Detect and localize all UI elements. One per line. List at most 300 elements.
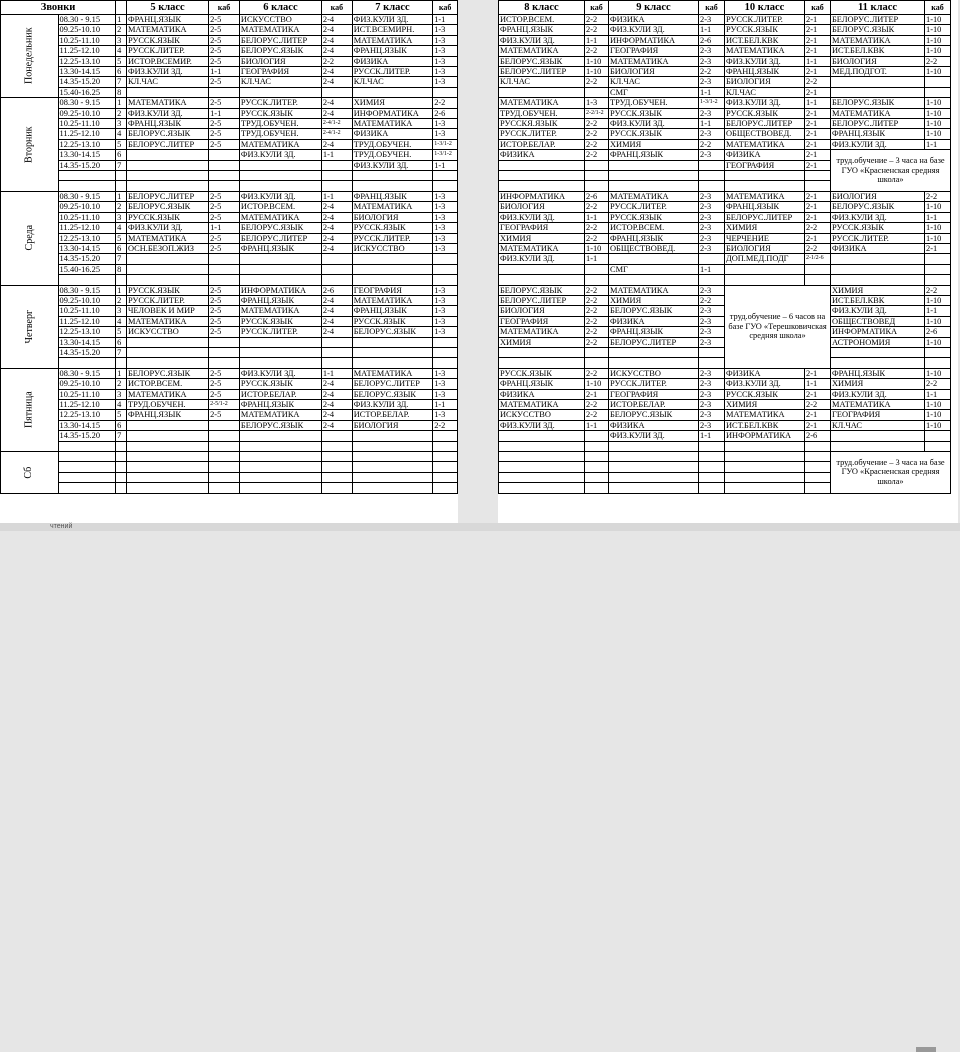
cell: 4 [116, 316, 127, 326]
cell: 13.30-14.15 [58, 150, 116, 160]
cell: 2-3 [699, 233, 725, 243]
cell: ГЕОГРАФИЯ [499, 223, 585, 233]
day-cell [1, 15, 59, 98]
table-row [499, 108, 951, 118]
cell: 2-5 [209, 56, 240, 66]
cell: 13.30-14.15 [58, 243, 116, 253]
cell [609, 275, 699, 285]
cell [126, 275, 208, 285]
cell: 1-10 [925, 129, 951, 139]
cell: МАТЕМАТИКА [499, 243, 585, 253]
cell: 1-3 [433, 119, 458, 129]
cell: 5 [116, 410, 127, 420]
cell: 2-5 [209, 306, 240, 316]
cell: ФИЗ.КУЛИ ЗД. [499, 35, 585, 45]
cell: ЧЕЛОВЕК И МИР [126, 306, 208, 316]
table-row [1, 181, 458, 191]
table-row [1, 399, 458, 409]
header-bells: Звонки [1, 1, 116, 15]
cell: МАТЕМАТИКА [725, 139, 805, 149]
cell: 2-2/1-2 [585, 108, 609, 118]
cell: РУССК.ЯЗЫК [126, 285, 208, 295]
cell: 2-6 [699, 35, 725, 45]
cell: 2-1 [805, 46, 831, 56]
cell: 2-3 [699, 108, 725, 118]
cell [699, 181, 725, 191]
cell: 2-2 [585, 410, 609, 420]
cell: 4 [116, 399, 127, 409]
cell [805, 181, 831, 191]
cell: 1-1 [433, 15, 458, 25]
cell [321, 451, 352, 461]
cell: 1-3 [433, 202, 458, 212]
cell: 2-2 [585, 15, 609, 25]
cell [126, 358, 208, 368]
cell: ГЕОГРАФИЯ [609, 46, 699, 56]
table-row [499, 431, 951, 441]
cell: ФРАНЦ.ЯЗЫК [126, 119, 208, 129]
cell: ХИМИЯ [499, 233, 585, 243]
cell: 2-5 [209, 98, 240, 108]
cell [805, 275, 831, 285]
header-col-4: 6 класс [239, 1, 321, 15]
cell [925, 77, 951, 87]
table-row [1, 285, 458, 295]
cell [321, 431, 352, 441]
cell: 2-2 [585, 202, 609, 212]
header-col-3: каб [699, 1, 725, 15]
cell [499, 171, 585, 181]
table-row [499, 441, 951, 451]
cell: 2-6 [805, 431, 831, 441]
cell: ИСТ.БЕЛ.КВК [831, 46, 925, 56]
cell: МАТЕМАТИКА [126, 25, 208, 35]
table-row [499, 254, 951, 264]
table-row [1, 420, 458, 430]
cell: 6 [116, 67, 127, 77]
cell: ФИЗ.КУЛИ ЗД. [499, 420, 585, 430]
cell: 3 [116, 212, 127, 222]
cell: 2-3 [699, 306, 725, 316]
cell: ФИЗ.КУЛИ ЗД. [499, 254, 585, 264]
cell: 2-3 [699, 316, 725, 326]
cell: 1-3 [433, 25, 458, 35]
cell [126, 347, 208, 357]
cell [585, 358, 609, 368]
table-row [1, 243, 458, 253]
table-row [499, 119, 951, 129]
cell [352, 441, 432, 451]
cell: БИОЛОГИЯ [352, 420, 432, 430]
cell: 2-4 [321, 202, 352, 212]
cell [499, 451, 585, 461]
cell [352, 181, 432, 191]
cell: БЕЛОРУС.ЯЗЫК [609, 306, 699, 316]
cell: ТРУД.ОБУЧЕН. [239, 129, 321, 139]
cell: 2-4 [321, 46, 352, 56]
header-col-5: каб [805, 1, 831, 15]
cell [116, 275, 127, 285]
cell: 2-4 [321, 25, 352, 35]
cell [352, 171, 432, 181]
cell: МАТЕМАТИКА [499, 327, 585, 337]
table-row [499, 368, 951, 378]
cell [805, 451, 831, 461]
cell: 2-2 [805, 77, 831, 87]
cell [321, 337, 352, 347]
cell: ФИЗИКА [499, 150, 585, 160]
cell: 1-10 [925, 119, 951, 129]
cell: 2-1 [805, 150, 831, 160]
cell: ИНФОРМАТИКА [352, 108, 432, 118]
table-row [499, 77, 951, 87]
cell: 2-3 [699, 410, 725, 420]
cell: ИСТОР.ВСЕМ. [499, 15, 585, 25]
cell: ГЕОГРАФИЯ [831, 410, 925, 420]
table-row [499, 56, 951, 66]
cell [126, 264, 208, 274]
day-cell [1, 368, 59, 451]
cell [239, 337, 321, 347]
cell [321, 264, 352, 274]
cell: 2-1 [805, 368, 831, 378]
cell: 2-4 [321, 139, 352, 149]
table-row [1, 347, 458, 357]
cell: ФИЗ.КУЛИ ЗД. [239, 368, 321, 378]
cell [209, 254, 240, 264]
cell [116, 441, 127, 451]
day-name: Пятница [23, 391, 35, 429]
cell: МЕД.ПОДГОТ. [831, 67, 925, 77]
cell: БЕЛОРУС.ЛИТЕР [126, 139, 208, 149]
cell: 2-3 [699, 389, 725, 399]
table-row [1, 171, 458, 181]
cell: МАТЕМАТИКА [239, 410, 321, 420]
cell: ГЕОГРАФИЯ [499, 316, 585, 326]
cell: 2-2 [699, 67, 725, 77]
cell: 2-5 [209, 327, 240, 337]
cell: 1-3 [433, 56, 458, 66]
cell [433, 431, 458, 441]
cell [609, 181, 699, 191]
cell: 1-3/1-2 [433, 139, 458, 149]
cell [239, 264, 321, 274]
table-row [499, 233, 951, 243]
cell: 2-2 [585, 223, 609, 233]
cell: БЕЛОРУС.ЛИТЕР [352, 379, 432, 389]
cell: 1 [116, 15, 127, 25]
cell: КЛ.ЧАС [725, 87, 805, 97]
cell: БЕЛОРУС.ЯЗЫК [239, 420, 321, 430]
cell [126, 441, 208, 451]
day-cell [1, 191, 59, 285]
cell: 2-5/1-2 [209, 399, 240, 409]
cell: 2-5 [209, 46, 240, 56]
table-row [499, 87, 951, 97]
cell: 2-2 [585, 285, 609, 295]
cell [499, 160, 585, 170]
cell: МАТЕМАТИКА [499, 98, 585, 108]
cell: ФИЗ.КУЛИ ЗД. [609, 25, 699, 35]
cell: 2-6 [321, 285, 352, 295]
cell [925, 87, 951, 97]
table-row [1, 316, 458, 326]
table-row [499, 150, 951, 160]
cell: 15.40-16.25 [58, 264, 116, 274]
cell: МАТЕМАТИКА [831, 35, 925, 45]
cell [585, 171, 609, 181]
cell: БЕЛОРУС.ЛИТЕР [725, 119, 805, 129]
cell [116, 451, 127, 461]
cell: ХИМИЯ [831, 285, 925, 295]
cell: 2-4 [321, 15, 352, 25]
cell [585, 87, 609, 97]
cell: 1-3 [433, 410, 458, 420]
cell [699, 483, 725, 493]
cell: 1-10 [925, 295, 951, 305]
table-row [1, 368, 458, 378]
cell: ИСТОР.ВСЕМИР. [126, 56, 208, 66]
cell: 2-3 [699, 223, 725, 233]
cell: 1-3/1-2 [433, 150, 458, 160]
cell: РУССК.ЯЗЫК [239, 316, 321, 326]
cell: 1-10 [925, 337, 951, 347]
cell: РУССК.ЯЗЫК [725, 108, 805, 118]
table-row [499, 389, 951, 399]
cell: 2-4/1-2 [321, 119, 352, 129]
cell [352, 462, 432, 472]
cell: ГЕОГРАФИЯ [725, 160, 805, 170]
cell: 2-3 [699, 46, 725, 56]
cell: 2-4 [321, 295, 352, 305]
cell [831, 431, 925, 441]
cell: БИОЛОГИЯ [239, 56, 321, 66]
horizontal-scrollbar[interactable] [916, 1047, 936, 1052]
table-row [1, 337, 458, 347]
cell [831, 254, 925, 264]
cell [321, 358, 352, 368]
cell: 1-1 [321, 191, 352, 201]
cell [585, 483, 609, 493]
table-row [499, 139, 951, 149]
cell [321, 160, 352, 170]
cell: МАТЕМАТИКА [352, 35, 432, 45]
table-row [1, 46, 458, 56]
cell [699, 275, 725, 285]
cell [433, 264, 458, 274]
cell: ФРАНЦ.ЯЗЫК [352, 191, 432, 201]
table-row [499, 129, 951, 139]
cell: 14.35-15.20 [58, 160, 116, 170]
cell [239, 358, 321, 368]
cell: 1 [116, 98, 127, 108]
cell [699, 472, 725, 482]
table-row [1, 275, 458, 285]
cell: БЕЛОРУС.ЛИТЕР [126, 191, 208, 201]
cell [126, 337, 208, 347]
day-name: Вторник [23, 126, 35, 163]
cell: 8 [116, 264, 127, 274]
cell [58, 451, 116, 461]
cell [433, 462, 458, 472]
cell: 8 [116, 87, 127, 97]
cell: ТРУД.ОБУЧЕН. [352, 150, 432, 160]
cell: ФИЗИКА [352, 129, 432, 139]
table-row [1, 202, 458, 212]
cell: ЧЕРЧЕНИЕ [725, 233, 805, 243]
table-row [1, 462, 458, 472]
cell: ИСКУССТВО [609, 368, 699, 378]
cell: 1-10 [925, 202, 951, 212]
cell [499, 181, 585, 191]
cell: 08.30 - 9.15 [58, 98, 116, 108]
cell [499, 347, 585, 357]
cell [126, 462, 208, 472]
cell: БИОЛОГИЯ [725, 243, 805, 253]
cell: 13.30-14.15 [58, 67, 116, 77]
cell: 1-10 [925, 35, 951, 45]
cell [433, 358, 458, 368]
cell: БЕЛОРУС.ЯЗЫК [499, 285, 585, 295]
cell: ФРАНЦ.ЯЗЫК [831, 368, 925, 378]
cell: 2-5 [209, 368, 240, 378]
table-row [1, 306, 458, 316]
cell: 2-4 [321, 306, 352, 316]
cell: ФРАНЦ.ЯЗЫК [352, 46, 432, 56]
cell: РУССК.ЛИТЕР. [609, 379, 699, 389]
cell: 1-10 [925, 25, 951, 35]
table-row [1, 233, 458, 243]
cell: ИСКУССТВО [239, 15, 321, 25]
cell: 2-3 [699, 420, 725, 430]
cell: ИСКУССТВО [352, 243, 432, 253]
cell: 2-2 [585, 129, 609, 139]
header-col-4: 10 класс [725, 1, 805, 15]
cell [209, 181, 240, 191]
cell: 2-4 [321, 233, 352, 243]
cell: ХИМИЯ [725, 399, 805, 409]
cell: РУССК.ЯЗЫК [609, 212, 699, 222]
cell: 2-2 [585, 46, 609, 56]
cell: ХИМИЯ [352, 98, 432, 108]
cell [352, 431, 432, 441]
cell: 1-3 [433, 368, 458, 378]
cell: 2-6 [925, 327, 951, 337]
cell: 6 [116, 243, 127, 253]
cell: 09.25-10.10 [58, 202, 116, 212]
cell: ИСКУССТВО [499, 410, 585, 420]
cell [585, 462, 609, 472]
cell: 1-1 [209, 67, 240, 77]
cell: 2-1/2-6 [805, 254, 831, 264]
cell: 1-3 [433, 233, 458, 243]
cell: 14.35-15.20 [58, 347, 116, 357]
cell [126, 150, 208, 160]
cell: БЕЛОРУС.ЯЗЫК [831, 202, 925, 212]
cell: 14.35-15.20 [58, 431, 116, 441]
cell [116, 483, 127, 493]
cell: ФИЗ.КУЛИ ЗД. [609, 119, 699, 129]
cell: ИСТОР.БЕЛАР. [239, 389, 321, 399]
cell: 2-1 [805, 202, 831, 212]
table-row [499, 202, 951, 212]
cell [433, 337, 458, 347]
cell: 2-5 [209, 15, 240, 25]
cell: 2-2 [585, 337, 609, 347]
table-row [1, 67, 458, 77]
cell: 3 [116, 35, 127, 45]
cell: 2-3 [699, 77, 725, 87]
cell: 08.30 - 9.15 [58, 191, 116, 201]
day-name: Понедельник [23, 27, 35, 85]
table-row [499, 35, 951, 45]
cell [499, 87, 585, 97]
cell: СМГ [609, 264, 699, 274]
cell: 1-3 [433, 191, 458, 201]
cell [352, 275, 432, 285]
cell: 1-1 [209, 223, 240, 233]
cell: 2-4 [321, 316, 352, 326]
cell [126, 472, 208, 482]
cell: 10.25-11.10 [58, 35, 116, 45]
cell [321, 254, 352, 264]
cell: 2-2 [805, 399, 831, 409]
table-row [1, 472, 458, 482]
cell: 2-1 [805, 191, 831, 201]
cell: 2-3 [699, 56, 725, 66]
cell [209, 347, 240, 357]
cell [831, 275, 925, 285]
cell: ФИЗ.КУЛИ ЗД. [499, 212, 585, 222]
cell: ФРАНЦ.ЯЗЫК [499, 25, 585, 35]
cell: 2-1 [805, 108, 831, 118]
cell: 7 [116, 347, 127, 357]
cell [805, 483, 831, 493]
cell: 2-2 [805, 223, 831, 233]
cell: 11.25-12.10 [58, 399, 116, 409]
cell: 2 [116, 25, 127, 35]
cell: КЛ.ЧАС [126, 77, 208, 87]
cell: 1-10 [925, 399, 951, 409]
cell: КЛ.ЧАС [499, 77, 585, 87]
cell: ФИЗ.КУЛИ ЗД. [239, 191, 321, 201]
table-row [1, 327, 458, 337]
cell: 2-3 [699, 285, 725, 295]
cell: 1-1 [925, 389, 951, 399]
table-row [1, 15, 458, 25]
cell: ФИЗ.КУЛИ ЗД. [126, 67, 208, 77]
cell: БИОЛОГИЯ [499, 202, 585, 212]
cell: 2-5 [209, 316, 240, 326]
cell: 09.25-10.10 [58, 108, 116, 118]
cell: 2-2 [433, 98, 458, 108]
cell: БЕЛОРУС.ЯЗЫК [609, 410, 699, 420]
cell: 1-10 [585, 243, 609, 253]
day-cell [1, 451, 59, 493]
cell: 2-2 [925, 56, 951, 66]
cell: 2-5 [209, 379, 240, 389]
cell: 1-10 [925, 420, 951, 430]
cell: 1-10 [585, 67, 609, 77]
cell: МАТЕМАТИКА [239, 25, 321, 35]
cell: 2-3 [699, 191, 725, 201]
cell [699, 451, 725, 461]
cell: 2-5 [209, 191, 240, 201]
table-row [499, 98, 951, 108]
cell [126, 171, 208, 181]
cell [209, 483, 240, 493]
cell: 2-4 [321, 379, 352, 389]
